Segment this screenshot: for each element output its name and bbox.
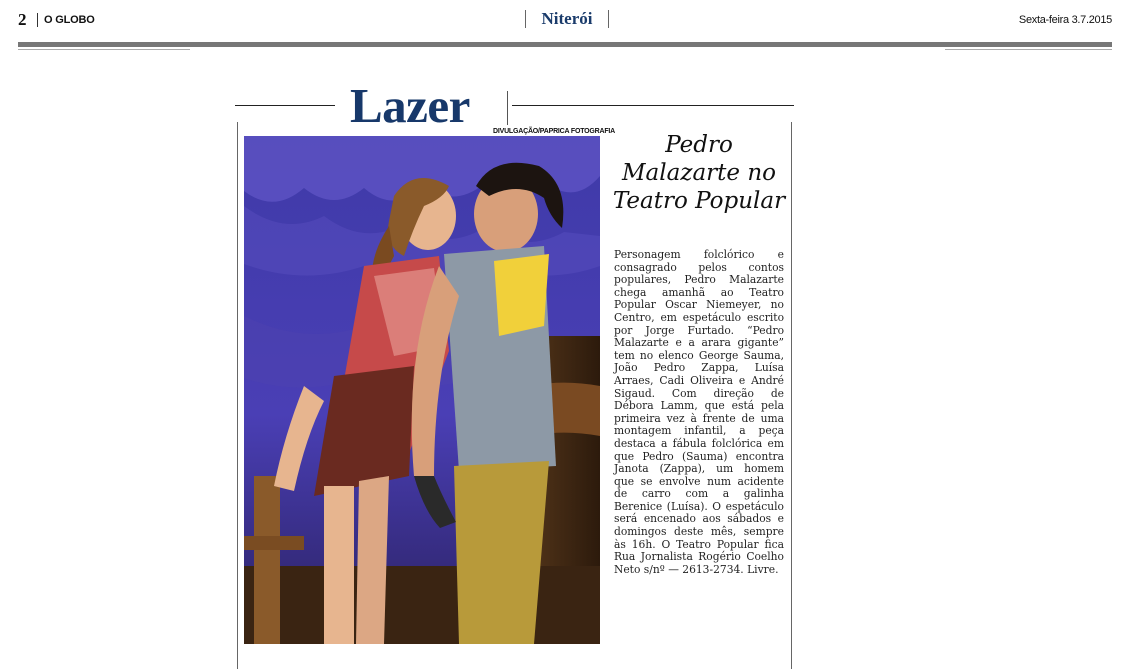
article-headline: Pedro Malazarte no Teatro Popular (612, 132, 786, 214)
frame-border-right (791, 122, 792, 669)
heading-rule-right (512, 105, 794, 106)
frame-border-left (237, 122, 238, 669)
article-body: Personagem folclórico e consagrado pelos contos populares, Pedro Malazarte chega amanhã ao Teatro Popular Oscar Niemeyer, no Centro, em espetáculo escrito por Jorge Furtado. “Pedro Malazarte e a arara gigante” tem no elenco George Sauma, João Pedro Zappa, Luísa Arraes, Cadi Oliveira e André Sigaud. Com direção de Débora Lamm, que está pela primeira vez à frente de uma montagem infantil, a peça destaca a fábula folclórica em que Pedro (Sauma) encontra Janota (Zappa), um homem que se envolve num acidente de carro com a galinha Berenice (Luísa). O espetáculo será encenado aos sábados e domingos deste mês, sempre às 16h. O Teatro Popular fica Rua Jornalista Rogério Coelho Neto s/nº — 2613-2734. Livre. (614, 248, 784, 576)
page-number: 2 (18, 10, 27, 29)
heading-rule-left (235, 105, 335, 106)
section-heading: Lazer (350, 78, 470, 133)
section-name: Niterói (525, 10, 609, 28)
photo-credit: DIVULGAÇÃO/PAPRICA FOTOGRAFIA (493, 128, 616, 135)
header-rule (18, 42, 1112, 47)
issue-date: Sexta-feira 3.7.2015 (1018, 14, 1112, 26)
heading-divider (507, 91, 508, 125)
article-photo (244, 136, 600, 644)
header-rule-gap (190, 49, 945, 50)
publication-name: O GLOBO (37, 13, 95, 27)
